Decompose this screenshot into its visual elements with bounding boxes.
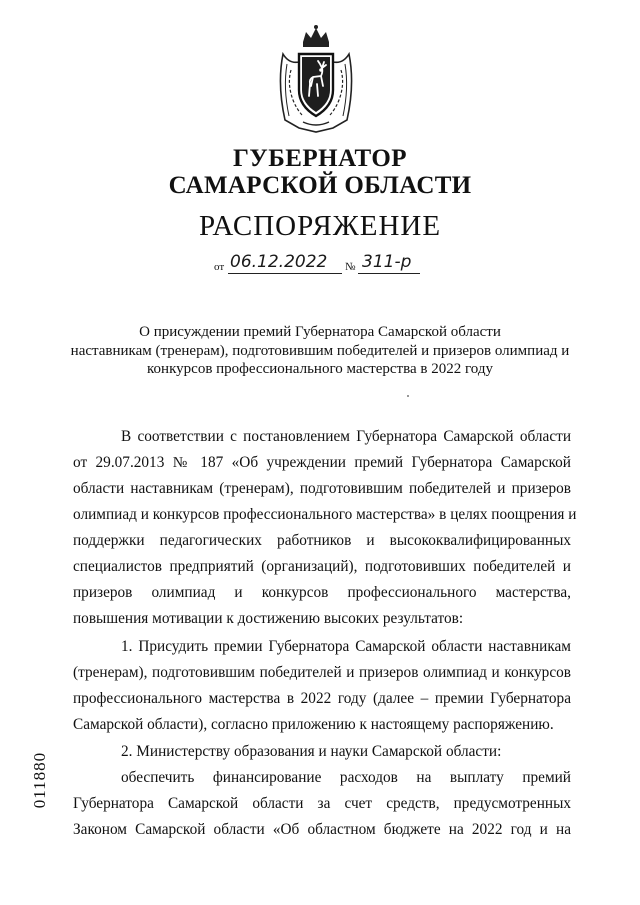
body-line: олимпиад и конкурсов профессионального мастерства» в целях поощрения и [73, 506, 577, 523]
date-underline [228, 273, 342, 274]
body-line: повышения мотивации к достижению высоких результатов: [73, 610, 464, 627]
body-line: области наставникам (тренерам), подготовившим победителей и призеров [73, 480, 571, 497]
body-line: обеспечить финансирование расходов на выплату премий [121, 769, 571, 786]
date-label: от [214, 261, 225, 273]
body-line: Законом Самарской области «Об областном бюджете на 2022 год и на [73, 821, 571, 838]
body-line: 1. Присудить премии Губернатора Самарской области наставникам [121, 638, 571, 655]
body-line: Губернатора Самарской области за счет средств, предусмотренных [73, 795, 571, 812]
date-number-line [214, 252, 454, 278]
body-line: 2. Министерству образования и науки Самарской области: [121, 743, 502, 760]
number-underline [358, 273, 420, 274]
stamp-number: 011880 [30, 751, 49, 809]
body-line: специалистов предприятий (организаций), подготовивших победителей и [73, 558, 571, 575]
body-line: В соответствии с постановлением Губернатора Самарской области [121, 428, 571, 445]
body-line: Самарской области), согласно приложению к настоящему распоряжению. [73, 716, 554, 733]
document-type: РАСПОРЯЖЕНИЕ [198, 210, 442, 242]
scan-speck [407, 395, 409, 397]
date-value: 06.12.2022 [230, 252, 328, 272]
body-line: призеров олимпиад и конкурсов профессионального мастерства, [73, 584, 571, 601]
subject-line: конкурсов профессионального мастерства в 2022 году [147, 361, 493, 377]
region-title: САМАРСКОЙ ОБЛАСТИ [168, 172, 472, 199]
body-line: поддержки педагогических работников и высококвалифицированных [73, 532, 571, 549]
body-line: от 29.07.2013 № 187 «Об учреждении премий Губернатора Самарской [73, 454, 571, 471]
subject-line: наставникам (тренерам), подготовившим победителей и призеров олимпиад и [70, 342, 570, 359]
margin-registration-stamp [28, 745, 52, 815]
number-label: № [345, 261, 356, 273]
document-subject [60, 323, 580, 379]
body-line: (тренерам), подготовившим победителей и призеров олимпиад и конкурсов [73, 664, 571, 681]
coat-of-arms-emblem [273, 24, 359, 134]
subject-line: О присуждении премий Губернатора Самарской области [139, 324, 501, 340]
governor-title: ГУБЕРНАТОР [232, 145, 408, 172]
number-value: 311-р [362, 252, 412, 272]
body-line: профессионального мастерства в 2022 году (далее – премии Губернатора [73, 690, 571, 707]
